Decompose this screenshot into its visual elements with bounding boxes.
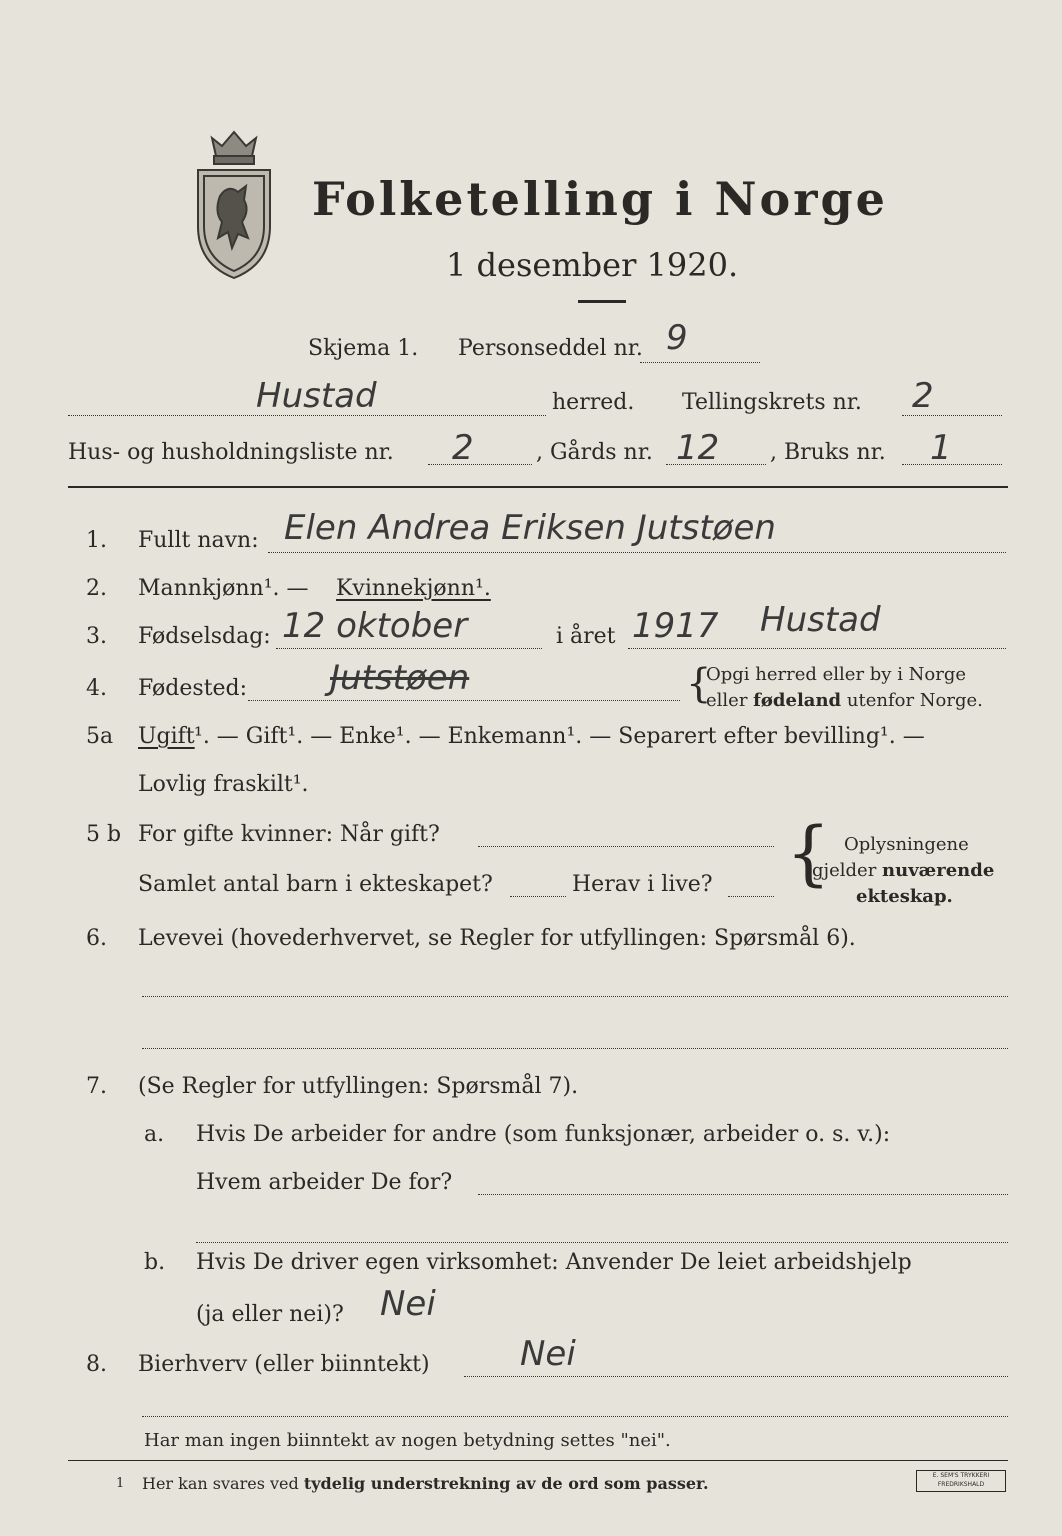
q5b-note2: gjelder nuværende — [812, 860, 995, 881]
q8-label: Bierhverv (eller biinntekt) — [138, 1352, 430, 1377]
q8-value[interactable]: Nei — [520, 1334, 576, 1374]
q5a-line2: Lovlig fraskilt¹. — [138, 772, 309, 797]
q5a-ugift-option[interactable]: Ugift — [138, 724, 195, 749]
census-date: 1 desember 1920. — [446, 246, 739, 284]
q5b-alive-line — [728, 896, 774, 897]
bruks-line — [902, 464, 1002, 465]
section-divider — [68, 486, 1008, 488]
q3-label: Fødselsdag: — [138, 624, 271, 649]
q7b-text1: Hvis De driver egen virksomhet: Anvender De leiet arbeidshjelp — [196, 1250, 912, 1275]
birth-year-value[interactable]: 1917 — [632, 606, 719, 646]
q4-note-line2: eller fødeland utenfor Norge. — [706, 690, 983, 711]
q5b-label1: For gifte kvinner: Når gift? — [138, 822, 440, 847]
title-divider — [578, 300, 626, 303]
schema-label: Skjema 1. — [308, 336, 419, 361]
q7b-letter: b. — [144, 1250, 166, 1275]
year-label: i året — [556, 624, 616, 649]
q1-number: 1. — [86, 528, 107, 553]
herred-value[interactable]: Hustad — [256, 376, 377, 416]
q2-number: 2. — [86, 576, 107, 601]
q6-label: Levevei (hovederhvervet, se Regler for utfyllingen: Spørsmål 6). — [138, 926, 856, 951]
coat-of-arms-icon — [190, 126, 278, 282]
tellingskrets-label: Tellingskrets nr. — [682, 390, 862, 415]
herred-label: herred. — [552, 390, 635, 415]
q6-number: 6. — [86, 926, 107, 951]
tellingskrets-value[interactable]: 2 — [912, 376, 934, 416]
q8-number: 8. — [86, 1352, 107, 1377]
gards-value[interactable]: 12 — [676, 428, 720, 468]
personseddel-value[interactable]: 9 — [666, 318, 688, 358]
q7a-line1 — [478, 1194, 1008, 1195]
personseddel-label: Personseddel nr. — [458, 336, 643, 361]
q6-line2 — [142, 1048, 1008, 1049]
footer-divider — [68, 1460, 1008, 1461]
q8-note: Har man ingen biinntekt av nogen betydning settes "nei". — [144, 1430, 671, 1451]
q7b-value[interactable]: Nei — [380, 1284, 436, 1324]
q5b-number: 5 b — [86, 822, 122, 847]
q3-number: 3. — [86, 624, 107, 649]
bruks-value[interactable]: 1 — [930, 428, 952, 468]
q4-number: 4. — [86, 676, 107, 701]
hus-value[interactable]: 2 — [452, 428, 474, 468]
q8-line2 — [142, 1416, 1008, 1417]
q5b-note1: Oplysningene — [844, 834, 969, 855]
q7a-line2 — [196, 1242, 1008, 1243]
q7a-text2: Hvem arbeider De for? — [196, 1170, 453, 1195]
hus-label: Hus- og husholdningsliste nr. — [68, 440, 394, 465]
q4-note-line1: Opgi herred eller by i Norge — [706, 664, 967, 685]
q5b-note3: ekteskap. — [856, 886, 953, 907]
q8-line1 — [464, 1376, 1008, 1377]
footnote-mark: 1 — [116, 1476, 125, 1491]
hus-line — [428, 464, 532, 465]
q7b-text2: (ja eller nei)? — [196, 1302, 344, 1327]
q7a-text1: Hvis De arbeider for andre (som funksjonær, arbeider o. s. v.): — [196, 1122, 891, 1147]
q7-number: 7. — [86, 1074, 107, 1099]
year-line — [628, 648, 1006, 649]
birthplace-value[interactable]: Jutstøen — [330, 658, 470, 698]
full-name-value[interactable]: Elen Andrea Eriksen Jutstøen — [284, 508, 776, 548]
q2-female-option[interactable]: Kvinnekjønn¹. — [336, 576, 491, 601]
q5a-number: 5a — [86, 724, 114, 749]
q5b-married-line — [478, 846, 774, 847]
birthplace-line — [248, 700, 680, 701]
personseddel-line — [640, 362, 760, 363]
q5b-label3: Herav i live? — [572, 872, 713, 897]
birthday-value[interactable]: 12 oktober — [282, 606, 468, 646]
q4-label: Fødested: — [138, 676, 248, 701]
q7-label: (Se Regler for utfyllingen: Spørsmål 7). — [138, 1074, 579, 1099]
q5b-brace: { — [786, 812, 831, 894]
form-title: Folketelling i Norge — [312, 172, 888, 226]
q1-line — [268, 552, 1006, 553]
birthday-line — [276, 648, 542, 649]
footnote-text: Her kan svares ved tydelig understrekning av de ord som passer. — [142, 1474, 709, 1493]
birth-place-extra-value[interactable]: Hustad — [760, 600, 881, 640]
q4-brace: { — [686, 661, 712, 707]
q5a-other-options: ¹. — Gift¹. — Enke¹. — Enkemann¹. — Separert efter bevilling¹. — — [194, 724, 925, 749]
printer-stamp: E. SEM'S TRYKKERI FREDRIKSHALD — [916, 1470, 1006, 1492]
bruks-label: , Bruks nr. — [770, 440, 886, 465]
gards-label: , Gårds nr. — [536, 440, 653, 465]
q7a-letter: a. — [144, 1122, 165, 1147]
q6-line1 — [142, 996, 1008, 997]
q1-label: Fullt navn: — [138, 528, 259, 553]
q5b-children-line — [510, 896, 566, 897]
q2-male-label: Mannkjønn¹. — — [138, 576, 309, 601]
q5b-label2: Samlet antal barn i ekteskapet? — [138, 872, 493, 897]
